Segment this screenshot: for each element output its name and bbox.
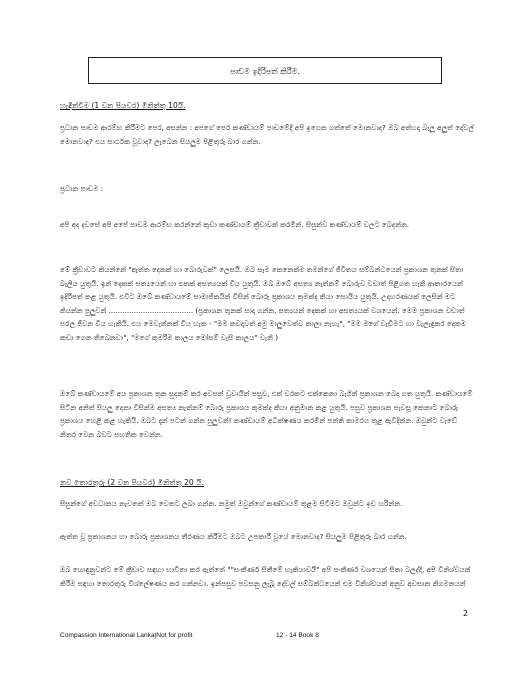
title-box — [88, 57, 442, 84]
section1-body: ප්‍රධාන පාඩම ආරම්භ කිරීමට පෙර, අසන්න : අපගේ පෙර කණ්ඩායම් පාඩමේදී අපි ඉගෙන ගත්තේ මොනවාද? ඔබ අත්හදා බැලූ අලුත් දේවල් මොනවාද? එය සාර්ථක වූවාද? ලැබෙන සියලුම පිළිතුරු බාර ගන්න. — [60, 123, 474, 146]
section3-heading: නව තොරතුරු (2 වන පියවර) මිනිත්තු 20 යි. — [60, 478, 204, 487]
section2-para1: මේ ක්‍රීඩාවට කියන්නේ "ඇත්ත දෙකක් හා බොරුවක්" ලෙසයි. ඔබ සෑම කෙනෙක්ම තමන්ගේ ජීවිතය සම්බන්ධයෙන් ප්‍රකාශන තුනක් සිතා බැලිය යුතුයි. ඉන් දෙකක් සත්‍යයෙන් හා එකක් අසත්‍යයක් විය යුතුයි. ඔබ ඔබේ අසත්‍ය නැත්නම් බොරුව වඩාත් පිළිගත හැකි ආකාරයෙන් ඉදිරිපත් කළ යුතුයි. එවිට ඔබේ කණ්ඩායමේ සාමාජිකයින් විසින් බොරු ප්‍රකාශය කුමක්ද කියා සොයිය යුතුයි. උදාහරණයක් ලෙසින් මට කියන්න පුලුවන් ..................................... (ප්‍රකාශන තුනක් සාදා ගන්න, සත්‍යයන් දෙකක් හා අසත්‍යයක් වශයෙන්. මෙම ප්‍රකාශන වඩාත් සරල ජීවන විය හැකියි. එය මෙවැන්නක් විය හැක - "මම කවදාවත් අමු මාලුවෙක්ව කාලා නැහැ", "මම මගේ වැඩිමට හා වැලැඳුකර දෙකම කඩා ගෙන තිබෙනවා", "මගේ කුමරිම කාලය මෝසම් වැසි කාලය" වැනි ) — [60, 265, 467, 342]
section2-heading: ප්‍රධාන පාඩම : — [60, 184, 104, 193]
footer-book-label: 12 - 14 Book 8 — [276, 632, 319, 639]
section3-para3: ඔබ හොඳුනුවන්ට මේ ක්‍රීඩාව සඳහා භාවිතා කර ඇත්තේ ""සංකීර්ණ සිතීමේ හැකියාවයි" අපි සංකීර්ණ වශයෙන් සිතා බලද්දී, අපි විනිශ්චයන් කිරීම සඳහා තොරතුරු විශ්ලේෂණය කර ගන්නවා. ඉන්පසුව පවසනු ලැබූ දේවල් සම්බන්ධයෙන් එම විනිශ්චයන් අනුව අවසාන නිගමනයන් — [60, 565, 471, 588]
section1-heading: හැඳින්වීම (1 වන පියවර) මිනිත්තු 10යි. — [60, 101, 186, 110]
page-title: පාඩම ඉදිරිපත් කිරීම. — [230, 67, 300, 76]
section3-para2: ඇත්ත වූ ප්‍රකාශනය හා බොරු ප්‍රකාශනය තීරණය කිරීමට ඔබට උපකාරී වූයේ මොනවාද? සියලුම පිළිතුරු බාර ගන්න. — [60, 532, 407, 541]
section2-intro: අපි අද දවසේ අපි අපේ පාඩම ආරම්භ කරන්නේ කුඩා කණ්ඩායම් ක්‍රීඩාවක් කරමින්. සිසුන්ව කණ්ඩායම් වලට බෙදන්න. — [60, 220, 410, 229]
footer-organization: Compassion International Lanka|Not for profit — [60, 632, 193, 639]
page-number: 2 — [463, 609, 469, 618]
section3-para1: සිසුන්ගේ අවධානය නැවතත් ඔබ වෙතට ලබා ගන්න. නමුත් ඔවුන්ගේ කණ්ඩායම් තුළම සිටීමට ඔවුන්ට ඉඩ හරින්න. — [60, 499, 403, 508]
section2-para2: ඔබේ කණ්ඩායමේ අය ප්‍රකාශන තුන සුදානම් කර අවසන් වූවායින් පසුව, එක් වරකට එක්කෙනා බැගින් ප්‍රකාශන බෙදා ගත යුතුයි. කණ්ඩායමේ සිටින අනිත් සියලු දෙනා විසින්ම අසත්‍ය නැත්නම් බොරු ප්‍රකාශය කුමක්ද කියා අනුමාන කළ යුතුයි. පසුව ප්‍රකාශන පැවසූ කෙනාට බොරු ප්‍රකාශය හෙළි කළ හැකියි. ඔබට දැන් පටන් ගන්න පුලුවන්! කණ්ඩායම් අධීක්ෂණය කරමින් පන්ති කාමරය තුළ ඇවිදින්න. ඔවුන්ට වැඩේ නිතර වෙන බවට සහතික වෙන්න. — [60, 389, 473, 439]
